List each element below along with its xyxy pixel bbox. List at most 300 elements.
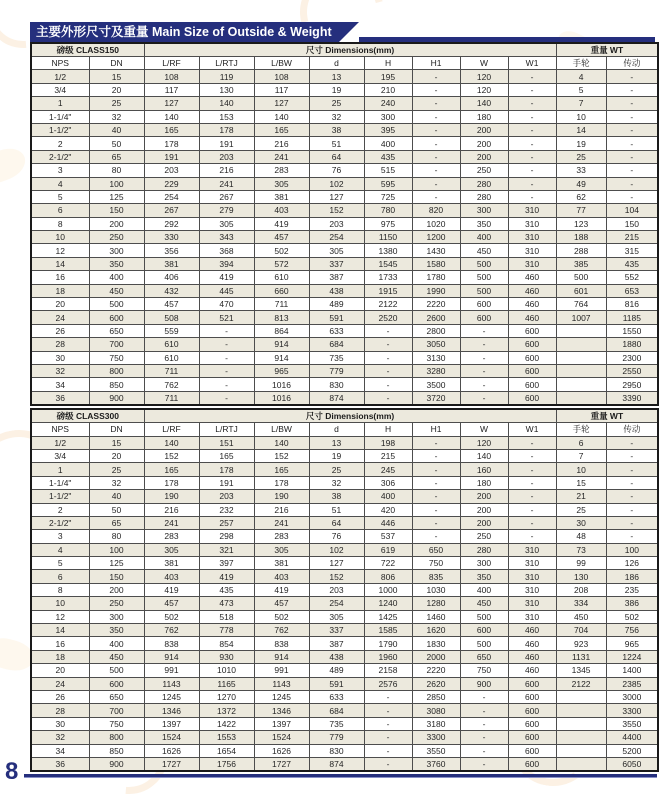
table-cell: 3280 <box>412 364 460 377</box>
table-cell: 3130 <box>412 351 460 364</box>
table-cell: 2 <box>31 503 89 516</box>
table-cell: 500 <box>460 637 508 650</box>
table-cell: 1380 <box>364 244 412 257</box>
table-cell: 305 <box>309 610 364 623</box>
table-cell: 3/4 <box>31 83 89 96</box>
table-cell: 2 <box>31 137 89 150</box>
table-cell: 2850 <box>412 690 460 703</box>
table-cell: - <box>508 436 556 449</box>
table-cell: 1430 <box>412 244 460 257</box>
table-cell: 381 <box>254 190 309 203</box>
table-cell: 14 <box>556 123 606 136</box>
table-row <box>31 217 658 230</box>
table-cell: 32 <box>89 476 144 489</box>
table-cell: 653 <box>606 284 658 297</box>
table-cell: - <box>412 530 460 543</box>
weight-label: 重量 WT <box>556 43 658 57</box>
table-cell: 6 <box>31 204 89 217</box>
table-cell: - <box>606 530 658 543</box>
table-cell: - <box>412 177 460 190</box>
table-cell: 650 <box>460 650 508 663</box>
table-cell: 850 <box>89 378 144 391</box>
table-cell: 864 <box>254 324 309 337</box>
table-cell: 552 <box>606 271 658 284</box>
table-cell: 38 <box>309 490 364 503</box>
column-header: DN <box>89 57 144 70</box>
table-cell: 610 <box>254 271 309 284</box>
table-cell: 521 <box>199 311 254 324</box>
table-cell: 40 <box>89 490 144 503</box>
table-cell: 725 <box>364 190 412 203</box>
table-cell: 460 <box>508 311 556 324</box>
table-cell: 15 <box>89 436 144 449</box>
table-cell: 975 <box>364 217 412 230</box>
table-cell: 250 <box>89 597 144 610</box>
table-cell: 12 <box>31 244 89 257</box>
table-cell: 62 <box>556 190 606 203</box>
table-cell: 1397 <box>144 717 199 730</box>
table-cell: 178 <box>199 123 254 136</box>
table-cell: 178 <box>254 476 309 489</box>
table-row <box>31 717 658 730</box>
table-cell: 813 <box>254 311 309 324</box>
table-cell: 1010 <box>199 664 254 677</box>
table-cell: 4 <box>556 70 606 83</box>
table-cell: 914 <box>254 650 309 663</box>
table-cell: 229 <box>144 177 199 190</box>
table-cell: 489 <box>309 664 364 677</box>
table-cell: 473 <box>199 597 254 610</box>
dimensions-label: 尺寸 Dimensions(mm) <box>144 43 556 57</box>
table-cell: 310 <box>508 583 556 596</box>
table-cell: 51 <box>309 503 364 516</box>
table-cell: 419 <box>254 217 309 230</box>
table-cell: 600 <box>460 298 508 311</box>
table-cell: 6050 <box>606 757 658 771</box>
table-cell: - <box>412 449 460 462</box>
table-cell: 32 <box>31 731 89 744</box>
table-cell: 5 <box>31 190 89 203</box>
table-cell: - <box>364 338 412 351</box>
table-cell: 1960 <box>364 650 412 663</box>
table-cell: - <box>606 110 658 123</box>
table-cell: 6 <box>31 570 89 583</box>
table-cell: - <box>508 449 556 462</box>
table-cell: 762 <box>144 378 199 391</box>
table-cell: 51 <box>309 137 364 150</box>
table-cell: 600 <box>508 351 556 364</box>
table-cell: 3 <box>31 164 89 177</box>
table-cell: 165 <box>254 463 309 476</box>
table-cell: 387 <box>309 271 364 284</box>
table-row <box>31 731 658 744</box>
table-cell: 12 <box>31 610 89 623</box>
table-cell: - <box>460 757 508 771</box>
table-cell: - <box>364 378 412 391</box>
table-cell: 32 <box>31 364 89 377</box>
table-cell: 2520 <box>364 311 412 324</box>
table-cell: 5 <box>556 83 606 96</box>
table-cell: 650 <box>89 690 144 703</box>
table-cell: 235 <box>606 583 658 596</box>
table-cell: 280 <box>460 177 508 190</box>
table-cell: 119 <box>199 70 254 83</box>
table-band-row <box>31 43 658 57</box>
table-cell: 403 <box>144 570 199 583</box>
table-cell: 1280 <box>412 597 460 610</box>
table-cell: 1460 <box>412 610 460 623</box>
table-cell: 216 <box>254 503 309 516</box>
table-cell: 438 <box>309 284 364 297</box>
table-cell: 500 <box>460 271 508 284</box>
table-cell: 460 <box>508 284 556 297</box>
table-cell: 190 <box>144 490 199 503</box>
table-cell: 537 <box>364 530 412 543</box>
table-cell: 750 <box>412 557 460 570</box>
table-row <box>31 597 658 610</box>
table-cell: 117 <box>254 83 309 96</box>
column-header: d <box>309 423 364 436</box>
table-cell: 438 <box>309 650 364 663</box>
table-cell: 610 <box>144 351 199 364</box>
table-row <box>31 378 658 391</box>
column-header: W1 <box>508 423 556 436</box>
table-cell: 1372 <box>199 704 254 717</box>
table-cell <box>556 731 606 744</box>
table-cell: 186 <box>606 570 658 583</box>
table-cell: - <box>460 704 508 717</box>
table-cell: 203 <box>144 164 199 177</box>
table-cell: 780 <box>364 204 412 217</box>
table-cell: 600 <box>508 717 556 730</box>
table-band-row <box>31 409 658 423</box>
table-cell: 1830 <box>412 637 460 650</box>
table-cell: 1733 <box>364 271 412 284</box>
table-cell: 460 <box>508 664 556 677</box>
table-cell: 125 <box>89 190 144 203</box>
table-cell: 1756 <box>199 757 254 771</box>
table-row <box>31 543 658 556</box>
table-cell: 572 <box>254 257 309 270</box>
table-cell: 2600 <box>412 311 460 324</box>
table-cell: 3080 <box>412 704 460 717</box>
table-cell: 4 <box>31 177 89 190</box>
table-cell: 200 <box>460 503 508 516</box>
table-cell: 460 <box>508 637 556 650</box>
table-cell: 300 <box>89 610 144 623</box>
table-cell: 203 <box>199 490 254 503</box>
table-cell: 28 <box>31 704 89 717</box>
table-cell: 190 <box>254 490 309 503</box>
table-cell: 500 <box>460 284 508 297</box>
table-cell: 764 <box>556 298 606 311</box>
table-cell: 30 <box>556 516 606 529</box>
table-cell: - <box>460 364 508 377</box>
table-cell: - <box>606 164 658 177</box>
table-cell: 321 <box>199 543 254 556</box>
table-cell: 210 <box>364 83 412 96</box>
table-cell: - <box>364 744 412 757</box>
table-row <box>31 637 658 650</box>
table-cell: 930 <box>199 650 254 663</box>
table-cell: 191 <box>199 476 254 489</box>
table-cell: 3/4 <box>31 449 89 462</box>
table-cell: 64 <box>309 150 364 163</box>
table-cell: 8 <box>31 217 89 230</box>
table-cell: 191 <box>144 150 199 163</box>
table-cell: 108 <box>144 70 199 83</box>
table-cell: - <box>606 190 658 203</box>
table-cell: 1585 <box>364 624 412 637</box>
table-cell: 1200 <box>412 231 460 244</box>
table-cell: 435 <box>606 257 658 270</box>
table-cell: 350 <box>89 257 144 270</box>
table-cell: 914 <box>254 338 309 351</box>
table-cell: 2300 <box>606 351 658 364</box>
table-row <box>31 650 658 663</box>
table-cell: - <box>412 137 460 150</box>
table-cell: 283 <box>254 164 309 177</box>
table-cell: 140 <box>254 436 309 449</box>
table-cell: 232 <box>199 503 254 516</box>
table-cell: 32 <box>89 110 144 123</box>
table-cell: 1245 <box>144 690 199 703</box>
table-row <box>31 97 658 110</box>
table-cell: - <box>364 717 412 730</box>
table-cell: 200 <box>460 490 508 503</box>
table-row <box>31 123 658 136</box>
table-cell: - <box>364 704 412 717</box>
table-row <box>31 204 658 217</box>
table-cell: 310 <box>508 217 556 230</box>
table-row <box>31 364 658 377</box>
column-header: W <box>460 57 508 70</box>
table-cell: 403 <box>254 570 309 583</box>
table-cell: 1016 <box>254 391 309 405</box>
table-cell <box>556 717 606 730</box>
table-cell: 208 <box>556 583 606 596</box>
table-cell: 457 <box>144 597 199 610</box>
table-cell: 600 <box>508 391 556 405</box>
table-cell: 216 <box>199 164 254 177</box>
table-cell: 450 <box>460 244 508 257</box>
table-cell: 1185 <box>606 311 658 324</box>
table-cell: - <box>508 463 556 476</box>
table-cell: 1780 <box>412 271 460 284</box>
table-cell: 1-1/2" <box>31 123 89 136</box>
table-cell: 1626 <box>254 744 309 757</box>
table-cell: 1545 <box>364 257 412 270</box>
table-cell: 200 <box>89 217 144 230</box>
table-cell: 1007 <box>556 311 606 324</box>
table-cell: 660 <box>254 284 309 297</box>
table-cell: - <box>412 123 460 136</box>
table-cell: 502 <box>606 610 658 623</box>
table-cell: 123 <box>556 217 606 230</box>
table-row <box>31 664 658 677</box>
table-cell: 21 <box>556 490 606 503</box>
table-cell: 310 <box>508 231 556 244</box>
table-cell: 126 <box>606 557 658 570</box>
table-cell: 1553 <box>199 731 254 744</box>
table-cell: 381 <box>144 557 199 570</box>
table-cell: 1524 <box>254 731 309 744</box>
page-title: 主要外形尺寸及重量 Main Size of Outside & Weight <box>30 22 339 42</box>
table-cell: 633 <box>309 690 364 703</box>
table-cell: 315 <box>606 244 658 257</box>
table-cell: 750 <box>89 351 144 364</box>
table-cell: 420 <box>364 503 412 516</box>
table-cell: 152 <box>309 570 364 583</box>
title-flag-tail <box>339 22 359 42</box>
table-cell: 127 <box>254 97 309 110</box>
table-cell: 419 <box>199 570 254 583</box>
table-cell: 600 <box>508 757 556 771</box>
table-cell: 600 <box>508 324 556 337</box>
table-cell: 854 <box>199 637 254 650</box>
table-cell: 267 <box>199 190 254 203</box>
table-cell: 460 <box>508 298 556 311</box>
table-cell: 19 <box>309 83 364 96</box>
table-cell: 241 <box>199 177 254 190</box>
table-cell: 700 <box>89 338 144 351</box>
table-cell: 130 <box>199 83 254 96</box>
table-cell: - <box>606 123 658 136</box>
table-cell: - <box>606 97 658 110</box>
table-cell: 838 <box>254 637 309 650</box>
table-cell: 704 <box>556 624 606 637</box>
table-cell: 684 <box>309 704 364 717</box>
table-cell <box>556 364 606 377</box>
table-cell <box>556 704 606 717</box>
table-cell: 406 <box>144 271 199 284</box>
table-cell: 3390 <box>606 391 658 405</box>
table-cell: 3550 <box>606 717 658 730</box>
table-cell: 330 <box>144 231 199 244</box>
table-cell: 343 <box>199 231 254 244</box>
column-header: L/RF <box>144 57 199 70</box>
table-cell: 10 <box>31 231 89 244</box>
table-cell: 445 <box>199 284 254 297</box>
table-cell: 368 <box>199 244 254 257</box>
table-cell: 874 <box>309 391 364 405</box>
table-cell: 591 <box>309 677 364 690</box>
table-cell: 300 <box>460 557 508 570</box>
table-row <box>31 516 658 529</box>
table-cell: - <box>412 83 460 96</box>
table-cell: 400 <box>364 137 412 150</box>
table-cell: - <box>508 83 556 96</box>
table-cell: 1/2 <box>31 436 89 449</box>
table-cell: 140 <box>460 449 508 462</box>
table-cell: 419 <box>144 583 199 596</box>
table-row <box>31 324 658 337</box>
table-cell: 779 <box>309 731 364 744</box>
column-header: 手轮 <box>556 57 606 70</box>
table-cell: 30 <box>31 717 89 730</box>
table-cell: 24 <box>31 677 89 690</box>
table-cell: 34 <box>31 378 89 391</box>
table-cell: 310 <box>508 244 556 257</box>
table-cell: - <box>412 97 460 110</box>
table-cell: 1150 <box>364 231 412 244</box>
table-row <box>31 137 658 150</box>
table-cell: - <box>460 731 508 744</box>
table-cell: 152 <box>309 204 364 217</box>
table-cell: - <box>606 177 658 190</box>
table-cell: 914 <box>254 351 309 364</box>
table-cell: 25 <box>89 463 144 476</box>
table-cell: 500 <box>460 257 508 270</box>
table-cell: 165 <box>144 123 199 136</box>
table-row <box>31 503 658 516</box>
table-cell: 280 <box>460 543 508 556</box>
table-cell: 1 <box>31 463 89 476</box>
class-label: 磅级 CLASS150 <box>31 43 144 57</box>
column-header: L/BW <box>254 57 309 70</box>
table-cell: 65 <box>89 150 144 163</box>
table-cell: 140 <box>144 436 199 449</box>
table-cell: 419 <box>199 271 254 284</box>
table-cell <box>556 378 606 391</box>
column-header: 手轮 <box>556 423 606 436</box>
table-cell: 435 <box>364 150 412 163</box>
table-cell: 140 <box>254 110 309 123</box>
table-cell: 800 <box>89 731 144 744</box>
table-cell: 283 <box>254 530 309 543</box>
table-cell: 1550 <box>606 324 658 337</box>
table-cell: 1/2 <box>31 70 89 83</box>
table-cell: 203 <box>309 217 364 230</box>
table-cell: 300 <box>460 204 508 217</box>
table-cell: 722 <box>364 557 412 570</box>
table-cell: 2620 <box>412 677 460 690</box>
table-cell: 26 <box>31 324 89 337</box>
table-cell: - <box>606 70 658 83</box>
table-cell: 1-1/4" <box>31 110 89 123</box>
table-cell: 756 <box>606 624 658 637</box>
table-cell: - <box>460 351 508 364</box>
table-cell: - <box>606 449 658 462</box>
table-cell: - <box>508 110 556 123</box>
table-cell <box>556 351 606 364</box>
table-cell: 2576 <box>364 677 412 690</box>
table-cell: 7 <box>556 97 606 110</box>
table-cell: 600 <box>508 364 556 377</box>
dimensions-label: 尺寸 Dimensions(mm) <box>144 409 556 423</box>
table-cell: 300 <box>364 110 412 123</box>
table-cell: 337 <box>309 624 364 637</box>
table-cell: 100 <box>89 543 144 556</box>
table-cell: - <box>199 338 254 351</box>
table-cell: - <box>199 324 254 337</box>
table-cell: 1626 <box>144 744 199 757</box>
table-cell: 254 <box>309 597 364 610</box>
table-cell: 127 <box>309 557 364 570</box>
table-cell: - <box>199 378 254 391</box>
table-cell: 838 <box>144 637 199 650</box>
table-cell: 49 <box>556 177 606 190</box>
table-cell: - <box>508 123 556 136</box>
table-cell: 150 <box>89 204 144 217</box>
table-cell: 178 <box>144 137 199 150</box>
table-cell: 779 <box>309 364 364 377</box>
table-cell: 1131 <box>556 650 606 663</box>
table-cell: - <box>508 490 556 503</box>
spec-tables <box>30 42 657 774</box>
table-cell: 830 <box>309 378 364 391</box>
table-cell: 400 <box>364 490 412 503</box>
